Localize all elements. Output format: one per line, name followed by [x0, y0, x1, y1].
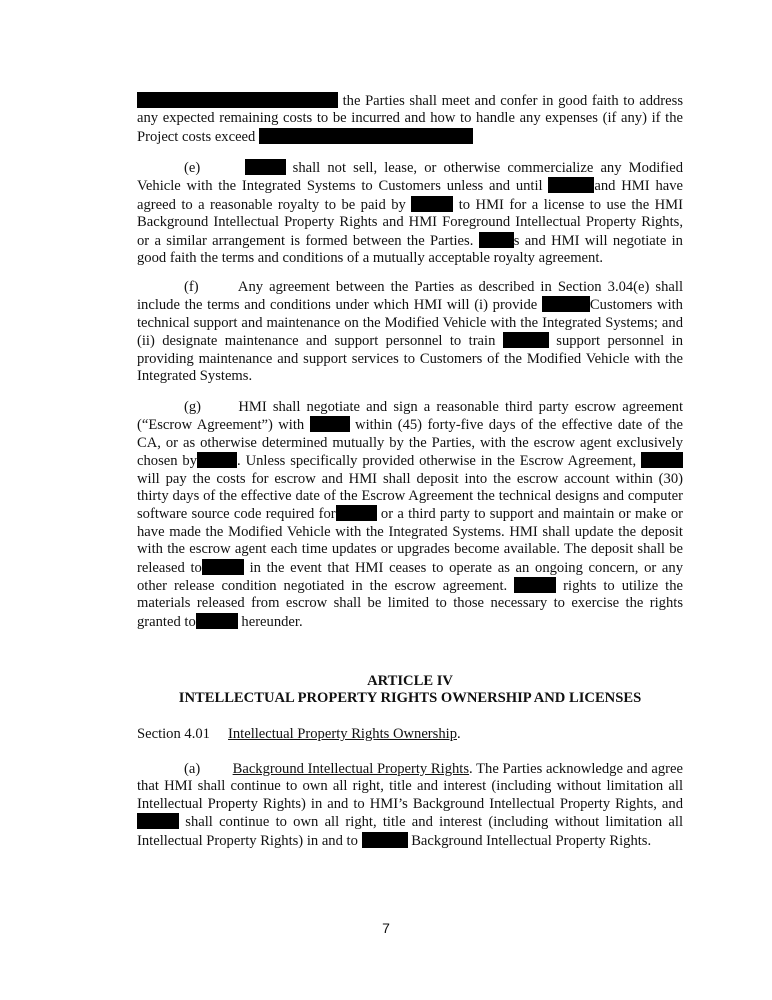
paragraph-text: The Parties acknowledge and agree that HMI shall continue to own all right, title and interest (including without limitation all Intellectual Property Rights) in and to HMI’s Background Intellectual Property Rights, and: [137, 761, 683, 812]
paragraph-text: in the event that HMI ceases to operate as an ongoing concern, or any other release condition negotiated in the escrow agreement.: [137, 559, 684, 595]
redaction-box: [479, 232, 514, 248]
section-title-period: .: [457, 726, 461, 742]
redaction-box: [197, 452, 237, 468]
paragraph-text: shall continue to own all right, title and interest (including without limitation all Intellectual Property Rights) in and to: [137, 814, 684, 849]
section-title: Intellectual Property Rights Ownership: [228, 726, 457, 742]
paragraph-text: within (45) forty-five days of the effective date of the CA, or as otherwise determined mutually by the Parties, with the escrow agent exclusively chosen by: [137, 417, 683, 470]
paragraph-text: Background Intellectual Property Rights.: [411, 832, 652, 849]
paragraph-f: [137, 279, 683, 385]
redaction-box: [137, 92, 338, 108]
paragraph-text: will pay the costs for escrow and HMI shall deposit into the escrow account within (30) thirty days of the effective date of the Escrow Agreement the technical designs and computer software source code required for: [137, 470, 683, 523]
paragraph-label: (g): [184, 399, 202, 415]
redaction-box: [514, 577, 556, 593]
redaction-box: [196, 613, 238, 629]
paragraph-label: (e): [184, 160, 201, 176]
page-number: 7: [382, 920, 390, 936]
paragraph-intro: [137, 92, 683, 146]
paragraph-text: and HMI have agreed to a reasonable royalty to be paid by: [137, 178, 683, 213]
redaction-box: [362, 832, 408, 848]
redaction-box: [259, 128, 473, 144]
paragraph-text: s and HMI will negotiate in good faith the terms and conditions of a mutually acceptable royalty agreement.: [137, 232, 683, 267]
redaction-box: [641, 452, 683, 468]
paragraph-text: hereunder.: [241, 613, 303, 630]
paragraph-text: the Parties shall meet and confer in good faith to address any expected remaining costs to be incurred and how to handle any expenses (if any) if the Project costs exceed: [137, 93, 683, 145]
redaction-box: [336, 505, 377, 521]
article-title: INTELLECTUAL PROPERTY RIGHTS OWNERSHIP AND LICENSES: [178, 690, 642, 706]
paragraph-text: to HMI for a license to use the HMI Background Intellectual Property Rights and HMI Foreground Intellectual Property Rights, or a similar arrangement is formed between the Parties.: [137, 196, 684, 249]
paragraph-heading: Background Intellectual Property Rights: [232, 761, 470, 777]
article-number: ARTICLE IV: [367, 673, 453, 689]
paragraph-text: support personnel in providing maintenance and support services to Customers of the Modified Vehicle with the Integrated Systems.: [137, 333, 683, 385]
paragraph-text: shall not sell, lease, or otherwise commercialize any Modified Vehicle with the Integrated Systems to Customers unless and until: [137, 160, 683, 195]
paragraph-text: rights to utilize the materials released from escrow shall be limited to those necessary to exercise the rights granted to: [137, 578, 683, 630]
redaction-box: [548, 177, 594, 193]
redaction-box: [245, 159, 286, 175]
paragraph-text: Any agreement between the Parties as described in Section 3.04(e) shall include the terms and conditions under which HMI will (i) provide: [137, 279, 683, 314]
paragraph-heading-period: .: [469, 761, 473, 777]
paragraph-text: or a third party to support and maintain or make or have made the Modified Vehicle with the Integrated Systems. HMI shall update the deposit with the escrow agent each time updates or upgrades become available. The deposit shall be released to: [137, 506, 683, 576]
section-heading: [137, 726, 461, 743]
paragraph-label: (a): [184, 761, 201, 777]
redaction-box: [310, 416, 350, 432]
paragraph-e: [137, 159, 683, 267]
redaction-box: [137, 813, 179, 829]
paragraph-text: HMI shall negotiate and sign a reasonable third party escrow agreement (“Escrow Agreement”) with: [137, 399, 683, 434]
paragraph-text: Customers with technical support and maintenance on the Modified Vehicle with the Integrated Systems; and (ii) designate maintenance and support personnel to train: [137, 297, 683, 350]
paragraph-label: (f): [184, 279, 199, 295]
redaction-box: [202, 559, 244, 575]
redaction-box: [411, 196, 453, 212]
paragraph-a: [137, 761, 683, 850]
redaction-box: [503, 332, 549, 348]
paragraph-text: . Unless specifically provided otherwise in the Escrow Agreement,: [237, 453, 637, 470]
paragraph-g: [137, 399, 683, 631]
redaction-box: [542, 296, 590, 312]
section-number: Section 4.01: [137, 726, 210, 742]
